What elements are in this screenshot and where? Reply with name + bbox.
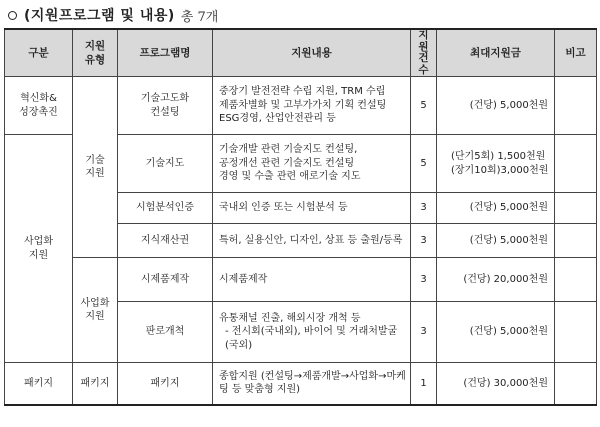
header-note: 비고 — [555, 29, 597, 77]
cell-note — [555, 302, 597, 363]
cell-count: 3 — [411, 224, 437, 258]
cell-max: (건당) 5,000천원 — [437, 224, 555, 258]
cell-note — [555, 135, 597, 193]
cell-count: 1 — [411, 363, 437, 405]
table-row — [5, 258, 597, 302]
table-row — [5, 363, 597, 405]
cell-note — [555, 258, 597, 302]
cell-note — [555, 77, 597, 135]
cell-category: 패키지 — [5, 363, 73, 405]
cell-type: 기술 지원 — [73, 77, 118, 258]
cell-max: (건당) 5,000천원 — [437, 302, 555, 363]
header-count: 지 원 건 수 — [411, 29, 437, 77]
cell-max: (건당) 30,000천원 — [437, 363, 555, 405]
cell-count: 3 — [411, 258, 437, 302]
title-main: (지원프로그램 및 내용) — [24, 8, 175, 24]
cell-category: 혁신화& 성장촉진 — [5, 77, 73, 135]
header-program: 프로그램명 — [118, 29, 213, 77]
cell-type: 패키지 — [73, 363, 118, 405]
header-row — [5, 29, 597, 77]
cell-content: 유통채널 진출, 해외시장 개척 등 - 전시회(국내외), 바이어 및 거래처발굴(국외) — [213, 302, 411, 363]
cell-program: 기술고도화 컨설팅 — [118, 77, 213, 135]
cell-program: 시험분석인증 — [118, 193, 213, 224]
cell-content: 기술개발 관련 기술지도 컨설팅, 공정개선 관련 기술지도 컨설팅 경영 및 수출 관련 애로기술 지도 — [213, 135, 411, 193]
cell-content: 중장기 발전전략 수립 지원, TRM 수립 제품차별화 및 고부가가치 기획 컨설팅 ESG경영, 산업안전관리 등 — [213, 77, 411, 135]
header-category: 구분 — [5, 29, 73, 77]
header-max: 최대지원금 — [437, 29, 555, 77]
bullet-circle-icon — [8, 11, 17, 20]
cell-program: 패키지 — [118, 363, 213, 405]
cell-program: 지식재산권 — [118, 224, 213, 258]
cell-max: (건당) 5,000천원 — [437, 77, 555, 135]
cell-count: 5 — [411, 77, 437, 135]
header-content: 지원내용 — [213, 29, 411, 77]
cell-note — [555, 363, 597, 405]
support-program-table — [4, 28, 597, 406]
cell-category: 사업화 지원 — [5, 135, 73, 363]
cell-max: (단기5회) 1,500천원 (장기10회)3,000천원 — [437, 135, 555, 193]
cell-count: 3 — [411, 302, 437, 363]
cell-content: 종합지원 (컨설팅→제품개발→사업화→마케 팅 등 맞춤형 지원) — [213, 363, 411, 405]
cell-content: 시제품제작 — [213, 258, 411, 302]
cell-type: 사업화 지원 — [73, 258, 118, 363]
cell-program: 시제품제작 — [118, 258, 213, 302]
cell-max: (건당) 5,000천원 — [437, 193, 555, 224]
cell-program: 기술지도 — [118, 135, 213, 193]
cell-note — [555, 224, 597, 258]
cell-max: (건당) 20,000천원 — [437, 258, 555, 302]
cell-count: 3 — [411, 193, 437, 224]
table-row — [5, 77, 597, 135]
cell-count: 5 — [411, 135, 437, 193]
cell-content: 특허, 실용신안, 디자인, 상표 등 출원/등록 — [213, 224, 411, 258]
cell-program: 판로개척 — [118, 302, 213, 363]
cell-note — [555, 193, 597, 224]
header-type: 지원 유형 — [73, 29, 118, 77]
cell-content: 국내외 인증 또는 시험분석 등 — [213, 193, 411, 224]
section-title — [8, 4, 218, 26]
title-count: 총 7개 — [180, 9, 219, 25]
